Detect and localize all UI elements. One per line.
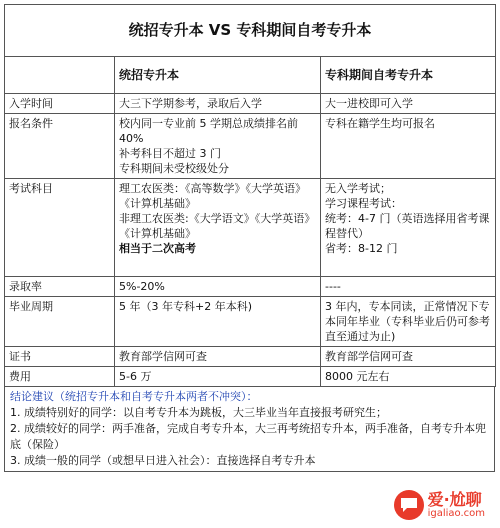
cell-line: 大三下学期参考，录取后入学 xyxy=(119,97,262,110)
table-row xyxy=(5,277,496,297)
table-row xyxy=(5,297,496,347)
chat-bubble-logo-icon xyxy=(394,490,424,520)
cell-a xyxy=(115,179,321,277)
cell-b xyxy=(321,347,496,367)
row-label: 毕业周期 xyxy=(5,297,115,347)
cell-a xyxy=(115,94,321,114)
row-label: 报名条件 xyxy=(5,114,115,179)
notes-item: 1. 成绩特别好的同学：以自考专升本为跳板，大三毕业当年直接报考研究生； xyxy=(10,406,387,419)
cell-line: ---- xyxy=(325,280,341,293)
cell-line: 8000 元左右 xyxy=(325,370,390,383)
cell-line: 专科期间未受校级处分 xyxy=(119,162,229,175)
row-label: 费用 xyxy=(5,367,115,387)
header-row xyxy=(5,57,496,94)
table-title: 统招专升本 VS 专科期间自考专升本 xyxy=(5,5,496,57)
notes-box xyxy=(4,386,495,472)
cell-line: 理工农医类：《高等数学》《大学英语》《计算机基础》 xyxy=(119,182,306,210)
table-row xyxy=(5,347,496,367)
cell-line: 5-6 万 xyxy=(119,370,152,383)
row-label: 证书 xyxy=(5,347,115,367)
cell-line: 教育部学信网可查 xyxy=(119,350,207,363)
cell-line: 统考：4-7 门（英语选择用省考课程替代） xyxy=(325,212,490,240)
cell-line: 补考科目不超过 3 门 xyxy=(119,147,221,160)
cell-a xyxy=(115,297,321,347)
cell-line: 5 年（3 年专科+2 年本科) xyxy=(119,300,252,313)
cell-a xyxy=(115,114,321,179)
cell-line: 学习课程考试： xyxy=(325,197,402,210)
row-label: 考试科目 xyxy=(5,179,115,277)
cell-line: 3 年内，专本同读，正常情况下专本同年毕业（专科毕业后仍可参考直至通过为止) xyxy=(325,300,490,343)
comparison-table xyxy=(4,4,496,387)
cell-b xyxy=(321,94,496,114)
cell-line: 非理工农医类:《大学语文》《大学英语》《计算机基础》 xyxy=(119,212,316,240)
cell-b xyxy=(321,367,496,387)
cell-line: 校内同一专业前 5 学期总成绩排名前 40% xyxy=(119,117,298,145)
cell-a xyxy=(115,367,321,387)
cell-line: 教育部学信网可查 xyxy=(325,350,413,363)
notes-title: 结论建议（统招专升本和自考专升本两者不冲突）： xyxy=(10,390,258,403)
watermark-url: igaliao.com xyxy=(427,508,485,519)
comparison-document xyxy=(4,4,495,524)
notes-item: 2. 成绩较好的同学：两手准备，完成自考专升本，大三再考统招专升本，两手准备，自考专升本兜底（保险） xyxy=(10,422,486,451)
row-label: 录取率 xyxy=(5,277,115,297)
cell-line: 省考：8-12 门 xyxy=(325,242,398,255)
table-row xyxy=(5,179,496,277)
notes-item: 3. 成绩一般的同学（或想早日进入社会）：直接选择自考专升本 xyxy=(10,454,316,467)
watermark-brand: 爱·尬聊 xyxy=(427,490,482,509)
cell-b xyxy=(321,277,496,297)
cell-line: 5%-20% xyxy=(119,280,165,293)
cell-b xyxy=(321,179,496,277)
watermark xyxy=(394,490,485,520)
table-row xyxy=(5,94,496,114)
header-col-a: 统招专升本 xyxy=(115,57,321,94)
cell-line: 无入学考试； xyxy=(325,182,391,195)
header-empty xyxy=(5,57,115,94)
table-row xyxy=(5,367,496,387)
cell-b xyxy=(321,297,496,347)
cell-a xyxy=(115,347,321,367)
cell-line: 专科在籍学生均可报名 xyxy=(325,117,435,130)
table-row xyxy=(5,114,496,179)
table-body xyxy=(5,94,496,387)
cell-line: 相当于二次高考 xyxy=(119,242,196,255)
header-col-b: 专科期间自考专升本 xyxy=(321,57,496,94)
cell-b xyxy=(321,114,496,179)
row-label: 入学时间 xyxy=(5,94,115,114)
cell-line: 大一进校即可入学 xyxy=(325,97,413,110)
cell-a xyxy=(115,277,321,297)
